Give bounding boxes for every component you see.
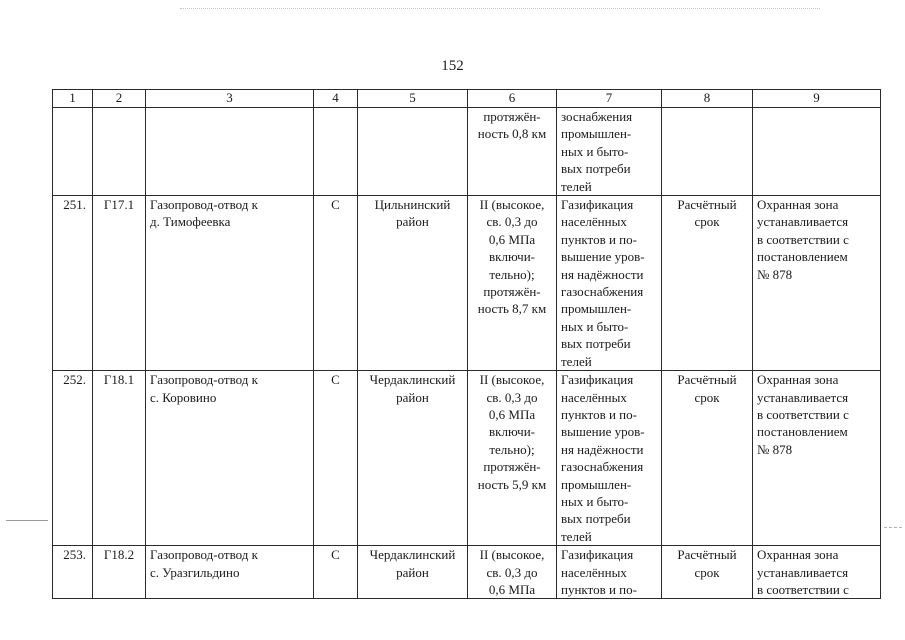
cell-district: Чердаклинский район (358, 371, 468, 546)
cell-district (358, 108, 468, 196)
cell-num: 252. (53, 371, 93, 546)
cell-code: Г18.1 (93, 371, 146, 546)
cell-purpose: Газификация населённых пунктов и по- вышение уров- ня надёжности газоснабжения промышлен- ных и быто- вых потреби телей (557, 196, 662, 371)
cell-status (314, 108, 358, 196)
col-header-2: 2 (93, 90, 146, 108)
scan-mark-left (6, 520, 48, 522)
col-header-5: 5 (358, 90, 468, 108)
page-number: 152 (441, 58, 464, 74)
cell-term (662, 108, 753, 196)
scan-mark-right (884, 527, 902, 529)
cell-purpose: зоснабжения промышлен- ных и быто- вых потреби телей (557, 108, 662, 196)
table-row (53, 546, 881, 599)
registry-table (52, 89, 881, 599)
cell-num (53, 108, 93, 196)
cell-zone: Охранная зона устанавливается в соответствии с постановлением № 878 (753, 371, 881, 546)
col-header-9: 9 (753, 90, 881, 108)
header-row (53, 90, 881, 108)
cell-zone (753, 108, 881, 196)
col-header-4: 4 (314, 90, 358, 108)
cell-district: Чердаклинский район (358, 546, 468, 599)
col-header-1: 1 (53, 90, 93, 108)
cell-name: Газопровод-отвод к д. Тимофеевка (146, 196, 314, 371)
col-header-3: 3 (146, 90, 314, 108)
cell-code: Г17.1 (93, 196, 146, 371)
cell-name: Газопровод-отвод к с. Коровино (146, 371, 314, 546)
cell-purpose: Газификация населённых пунктов и по- (557, 546, 662, 599)
cell-params: II (высокое, св. 0,3 до 0,6 МПа включи- тельно); протяжён- ность 8,7 км (468, 196, 557, 371)
cell-params: II (высокое, св. 0,3 до 0,6 МПа включи- тельно); протяжён- ность 5,9 км (468, 371, 557, 546)
cell-district: Цильнинский район (358, 196, 468, 371)
cell-zone: Охранная зона устанавливается в соответствии с постановлением № 878 (753, 196, 881, 371)
cell-code: Г18.2 (93, 546, 146, 599)
cell-term: Расчётный срок (662, 196, 753, 371)
cell-params: протяжён- ность 0,8 км (468, 108, 557, 196)
cell-zone: Охранная зона устанавливается в соответствии с (753, 546, 881, 599)
table-row-continuation (53, 108, 881, 196)
table-row (53, 371, 881, 546)
cell-name (146, 108, 314, 196)
col-header-7: 7 (557, 90, 662, 108)
cell-num: 251. (53, 196, 93, 371)
cell-num: 253. (53, 546, 93, 599)
cell-code (93, 108, 146, 196)
cell-term: Расчётный срок (662, 371, 753, 546)
cell-status: С (314, 546, 358, 599)
cell-params: II (высокое, св. 0,3 до 0,6 МПа (468, 546, 557, 599)
cell-status: С (314, 371, 358, 546)
cell-name: Газопровод-отвод к с. Уразгильдино (146, 546, 314, 599)
table-row (53, 196, 881, 371)
scan-noise-top (180, 8, 820, 10)
cell-purpose: Газификация населённых пунктов и по- вышение уров- ня надёжности газоснабжения промышлен- ных и быто- вых потреби телей (557, 371, 662, 546)
cell-status: С (314, 196, 358, 371)
cell-term: Расчётный срок (662, 546, 753, 599)
col-header-8: 8 (662, 90, 753, 108)
col-header-6: 6 (468, 90, 557, 108)
